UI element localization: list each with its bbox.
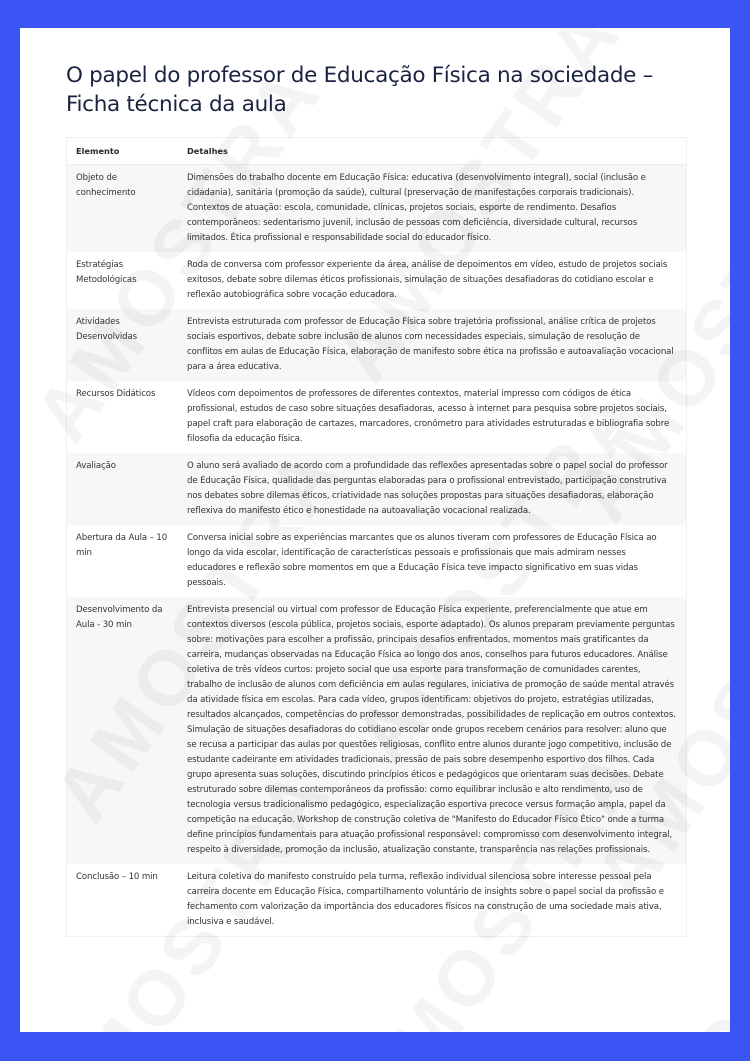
table-row-atividades (67, 309, 686, 381)
table-row-conclusao (67, 864, 686, 936)
page-title: O papel do professor de Educação Física na sociedade – Ficha técnica da aula (66, 63, 654, 117)
table-header-row (67, 138, 686, 165)
table-row-abertura (67, 525, 686, 597)
row-element-label: Avaliação (67, 453, 178, 525)
row-details-text: Roda de conversa com professor experiente da área, análise de depoimentos em vídeo, estudo de projetos sociais exitosos, debate sobre dilemas éticos profissionais, simulação de situações desafiadoras do cotidiano escolar e reflexão autobiográfica sobre vocação educadora. (178, 252, 686, 309)
table-row-desenvolvimento (67, 597, 686, 864)
row-details-text: O aluno será avaliado de acordo com a profundidade das reflexões apresentadas sobre o papel social do professor de Educação Física, qualidade das perguntas elaboradas para o profissional entrevistado, participação construtiva nos debates sobre dilemas éticos, criatividade nas soluções propostas para situações desafiadoras, elaboração reflexiva do manifesto ético e honestidade na autoavaliação vocacional realizada. (178, 453, 686, 525)
row-element-label: Desenvolvimento da Aula - 30 min (67, 597, 178, 864)
row-details-text: Entrevista estruturada com professor de Educação Física sobre trajetória profissional, análise crítica de projetos sociais esportivos, debate sobre inclusão de alunos com necessidades especiais, simulação de resolução de conflitos em aulas de Educação Física, elaboração de manifesto sobre ética na profissão e autoavaliação vocacional para a área educativa. (178, 309, 686, 381)
table-row-recursos (67, 381, 686, 453)
column-header-element: Elemento (67, 138, 178, 165)
row-element-label: Estratégias Metodológicas (67, 252, 178, 309)
table-row-avaliacao (67, 453, 686, 525)
row-element-label: Abertura da Aula – 10 min (67, 525, 178, 597)
table-row-estrategias (67, 252, 686, 309)
lesson-table (66, 137, 687, 937)
row-details-text: Conversa inicial sobre as experiências marcantes que os alunos tiveram com professores de Educação Física ao longo da vida escolar, identificação de características pessoais e profissionais que mais admiram nesses educadores e reflexão sobre momentos em que a Educação Física teve impacto significativo em suas vidas pessoais. (178, 525, 686, 597)
column-header-details: Detalhes (178, 138, 686, 165)
row-element-label: Atividades Desenvolvidas (67, 309, 178, 381)
row-details-text: Dimensões do trabalho docente em Educação Física: educativa (desenvolvimento integral), social (inclusão e cidadania), sanitária (promoção da saúde), cultural (preservação de manifestações corporais tradicionais). Contextos de atuação: escola, comunidade, clínicas, projetos sociais, esporte de rendimento. Desafios contemporâneos: sedentarismo juvenil, inclusão de pessoas com deficiência, diversidade cultural, recursos limitados. Ética profissional e responsabilidade social do educador físico. (178, 165, 686, 253)
table-row-objeto-conhecimento (67, 165, 686, 253)
row-element-label: Recursos Didáticos (67, 381, 178, 453)
row-details-text: Leitura coletiva do manifesto construído pela turma, reflexão individual silenciosa sobre interesse pessoal pela carreira docente em Educação Física, compartilhamento voluntário de insights sobre o papel social da profissão e fechamento com valorização da importância dos educadores físicos na construção de uma sociedade mais ativa, inclusiva e saudável. (178, 864, 686, 936)
document-page (20, 28, 730, 1032)
row-element-label: Objeto de conhecimento (67, 165, 178, 253)
row-details-text: Vídeos com depoimentos de professores de diferentes contextos, material impresso com códigos de ética profissional, estudos de caso sobre situações desafiadoras, acesso à internet para pesquisa sobre projetos sociais, papel craft para elaboração de cartazes, marcadores, cronômetro para atividades estruturadas e bibliografia sobre filosofia da educação física. (178, 381, 686, 453)
row-element-label: Conclusão – 10 min (67, 864, 178, 936)
row-details-text: Entrevista presencial ou virtual com professor de Educação Física experiente, preferencialmente que atue em contextos diversos (escola pública, projetos sociais, esporte adaptado). Os alunos preparam previamente perguntas sobre: motivações para escolher a profissão, principais desafios enfrentados, momentos mais gratificantes da carreira, mudanças observadas na Educação Física ao longo dos anos, conselhos para futuros educadores. Análise coletiva de três vídeos curtos: projeto social que usa esporte para transformação de comunidades carentes, trabalho de inclusão de alunos com deficiência em aulas regulares, iniciativa de promoção de saúde mental através da atividade física em escolas. Para cada vídeo, grupos identificam: objetivos do projeto, estratégias utilizadas, resultados alcançados, competências do professor demonstradas, possibilidades de replicação em outros contextos. Simulação de situações desafiadoras do cotidiano escolar onde grupos recebem cenários para resolver: aluno que se recusa a participar das aulas por questões religiosas, conflito entre alunos durante jogo competitivo, inclusão de estudante cadeirante em atividades tradicionais, pressão de pais sobre desempenho esportivo dos filhos. Cada grupo apresenta suas soluções, discutindo princípios éticos e pedagógicos que orientaram suas decisões. Debate estruturado sobre dilemas contemporâneos da profissão: como equilibrar inclusão e alto rendimento, uso de tecnologia versus tradicionalismo pedagógico, especialização esportiva precoce versus formação ampla, papel da competição na educação. Workshop de construção coletiva de "Manifesto do Educador Físico Ético" onde a turma define princípios fundamentais para atuação profissional responsável: compromisso com desenvolvimento integral, respeito à diversidade, promoção da inclusão, atualização constante, transparência nas relações profissionais. (178, 597, 686, 864)
